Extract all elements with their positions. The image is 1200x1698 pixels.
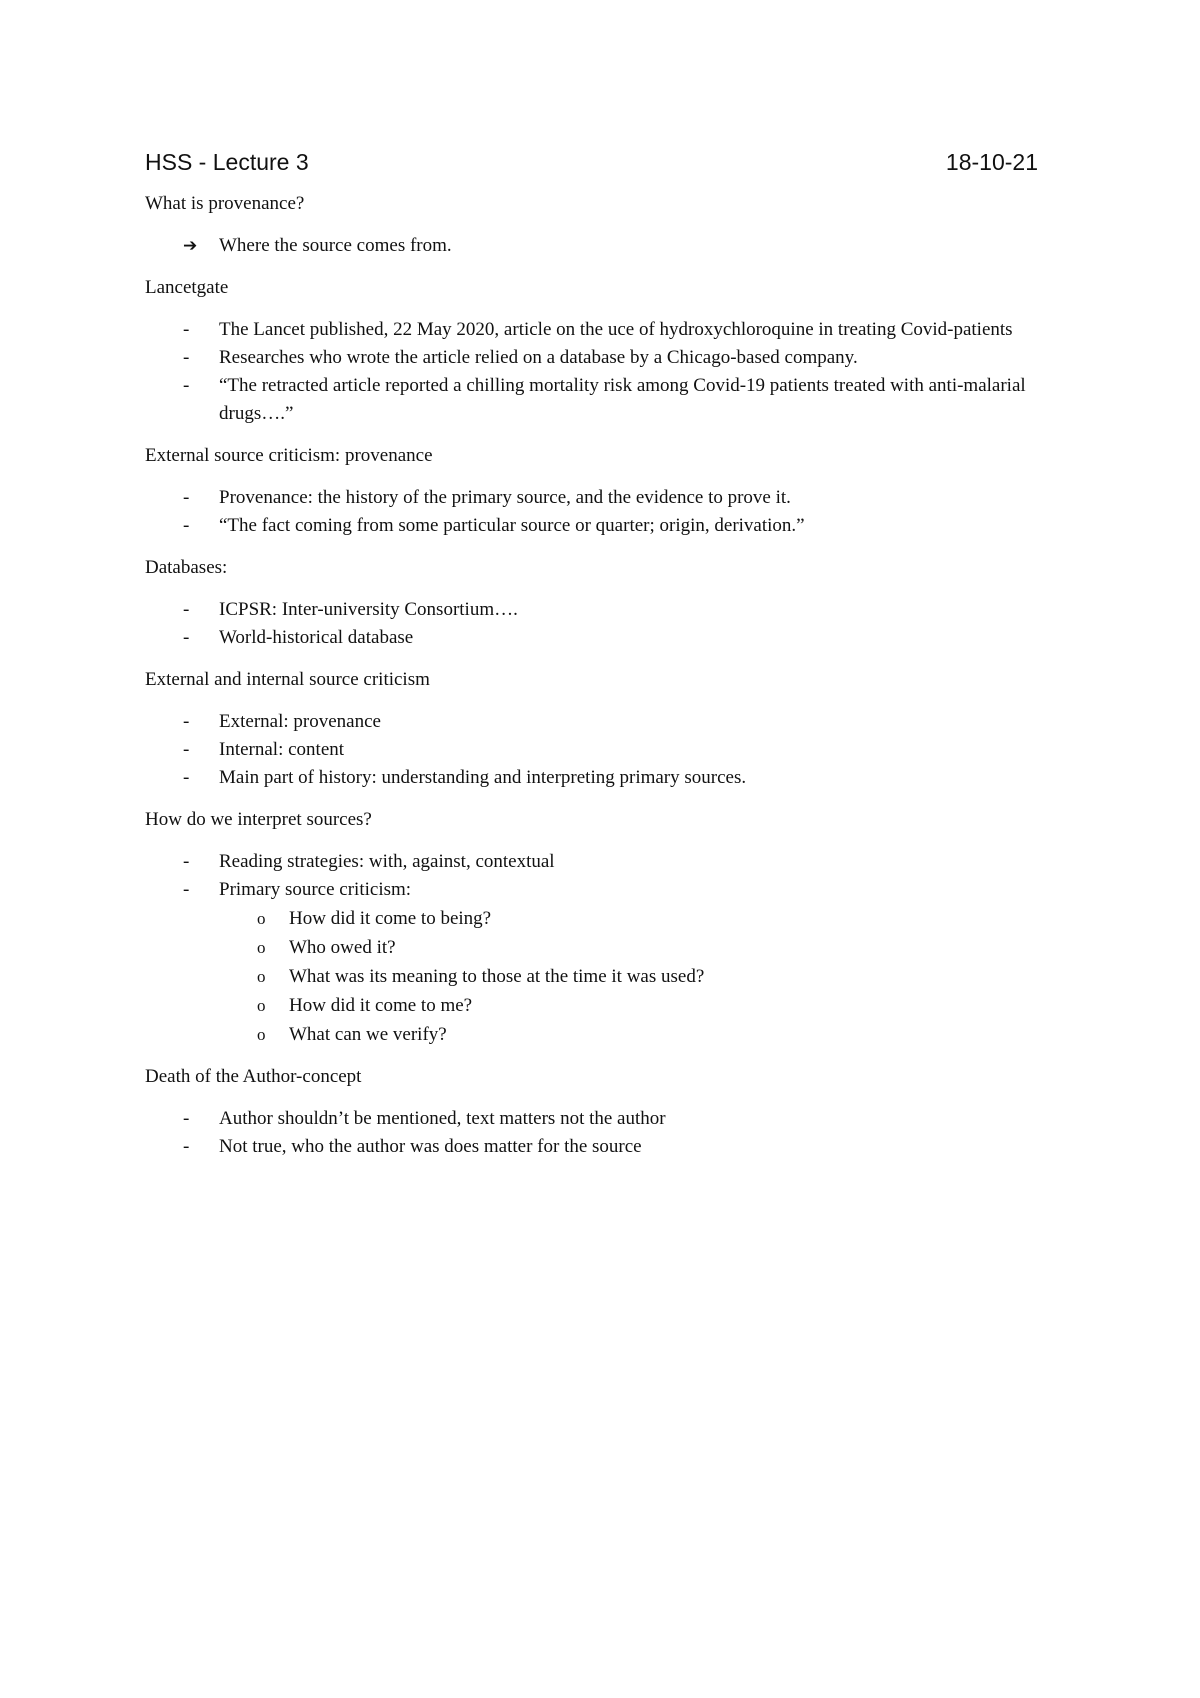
circle-bullet: o: [257, 1025, 266, 1044]
list-item: [145, 484, 1045, 512]
list-item-text: Primary source criticism:: [219, 879, 412, 900]
document-page: [145, 146, 1045, 1175]
section-heading-external: External source criticism: provenance: [145, 445, 433, 466]
section-heading-death: Death of the Author-concept: [145, 1066, 362, 1087]
section-heading-interpret: How do we interpret sources?: [145, 809, 372, 830]
list-item: [145, 764, 1045, 792]
sub-list-item-text: What was its meaning to those at the time it was used?: [289, 966, 705, 987]
dash-bullet: -: [183, 627, 190, 648]
list-item-text: Author shouldn’t be mentioned, text matters not the author: [219, 1108, 666, 1129]
sub-list-item: [145, 933, 1045, 962]
circle-bullet: o: [257, 967, 266, 986]
sub-list-container: [145, 904, 1045, 1049]
arrow-right-icon: ➔: [183, 236, 198, 256]
list-item: [145, 512, 1045, 540]
section-heading-provenance: What is provenance?: [145, 193, 305, 214]
sub-list-item: [145, 962, 1045, 991]
list-item-text: “The retracted article reported a chilling mortality risk among Covid-19 patients treated with anti-malarial drugs….”: [219, 375, 1026, 424]
interpret-list: [145, 848, 1045, 1049]
list-item: [145, 876, 1045, 904]
dash-bullet: -: [183, 879, 190, 900]
dash-bullet: -: [183, 851, 190, 872]
dash-bullet: -: [183, 1108, 190, 1129]
list-item-text: Internal: content: [219, 739, 345, 760]
arrow-item-text: Where the source comes from.: [219, 235, 452, 256]
sub-list-item-text: What can we verify?: [289, 1024, 447, 1045]
dash-bullet: -: [183, 375, 190, 396]
dash-bullet: -: [183, 739, 190, 760]
document-header: [145, 146, 1045, 178]
list-item: [145, 1133, 1045, 1161]
list-item-text: Provenance: the history of the primary source, and the evidence to prove it.: [219, 487, 791, 508]
list-item: [145, 316, 1045, 344]
dash-bullet: -: [183, 515, 190, 536]
sub-list-item-text: How did it come to me?: [289, 995, 473, 1016]
ext-int-list: [145, 708, 1045, 792]
list-item-text: External: provenance: [219, 711, 381, 732]
dash-bullet: -: [183, 599, 190, 620]
circle-bullet: o: [257, 909, 266, 928]
document-date: 18-10-21: [945, 149, 1038, 175]
section-heading-databases: Databases:: [145, 557, 228, 578]
death-list: [145, 1105, 1045, 1161]
section-heading-ext-int: External and internal source criticism: [145, 669, 430, 690]
document-title: HSS - Lecture 3: [145, 149, 309, 175]
list-item-text: “The fact coming from some particular source or quarter; origin, derivation.”: [219, 515, 805, 536]
dash-bullet: -: [183, 767, 190, 788]
sub-list: [145, 904, 1045, 1049]
arrow-list-item: [145, 232, 1045, 260]
list-item: [145, 708, 1045, 736]
circle-bullet: o: [257, 938, 266, 957]
dash-bullet: -: [183, 347, 190, 368]
list-item-text: Researches who wrote the article relied on a database by a Chicago-based company.: [219, 347, 858, 368]
list-item-text: ICPSR: Inter-university Consortium….: [219, 599, 518, 620]
dash-bullet: -: [183, 711, 190, 732]
list-item: [145, 848, 1045, 876]
dash-bullet: -: [183, 1136, 190, 1157]
list-item-text: The Lancet published, 22 May 2020, article on the uce of hydroxychloroquine in treating Covid-patients: [219, 319, 1013, 340]
circle-bullet: o: [257, 996, 266, 1015]
list-item-text: Main part of history: understanding and interpreting primary sources.: [219, 767, 747, 788]
sub-list-item: [145, 991, 1045, 1020]
list-item: [145, 624, 1045, 652]
list-item-text: World-historical database: [219, 627, 414, 648]
list-item-text: Reading strategies: with, against, contextual: [219, 851, 555, 872]
list-item: [145, 736, 1045, 764]
sub-list-item-text: How did it come to being?: [289, 908, 492, 929]
sub-list-item-text: Who owed it?: [289, 937, 396, 958]
databases-list: [145, 596, 1045, 652]
external-list: [145, 484, 1045, 540]
sub-list-item: [145, 904, 1045, 933]
lancetgate-list: [145, 316, 1045, 428]
list-item: [145, 596, 1045, 624]
dash-bullet: -: [183, 487, 190, 508]
list-item: [145, 372, 1045, 428]
section-heading-lancetgate: Lancetgate: [145, 277, 229, 298]
list-item-text: Not true, who the author was does matter for the source: [219, 1136, 642, 1157]
dash-bullet: -: [183, 319, 190, 340]
list-item: [145, 344, 1045, 372]
sub-list-item: [145, 1020, 1045, 1049]
list-item: [145, 1105, 1045, 1133]
